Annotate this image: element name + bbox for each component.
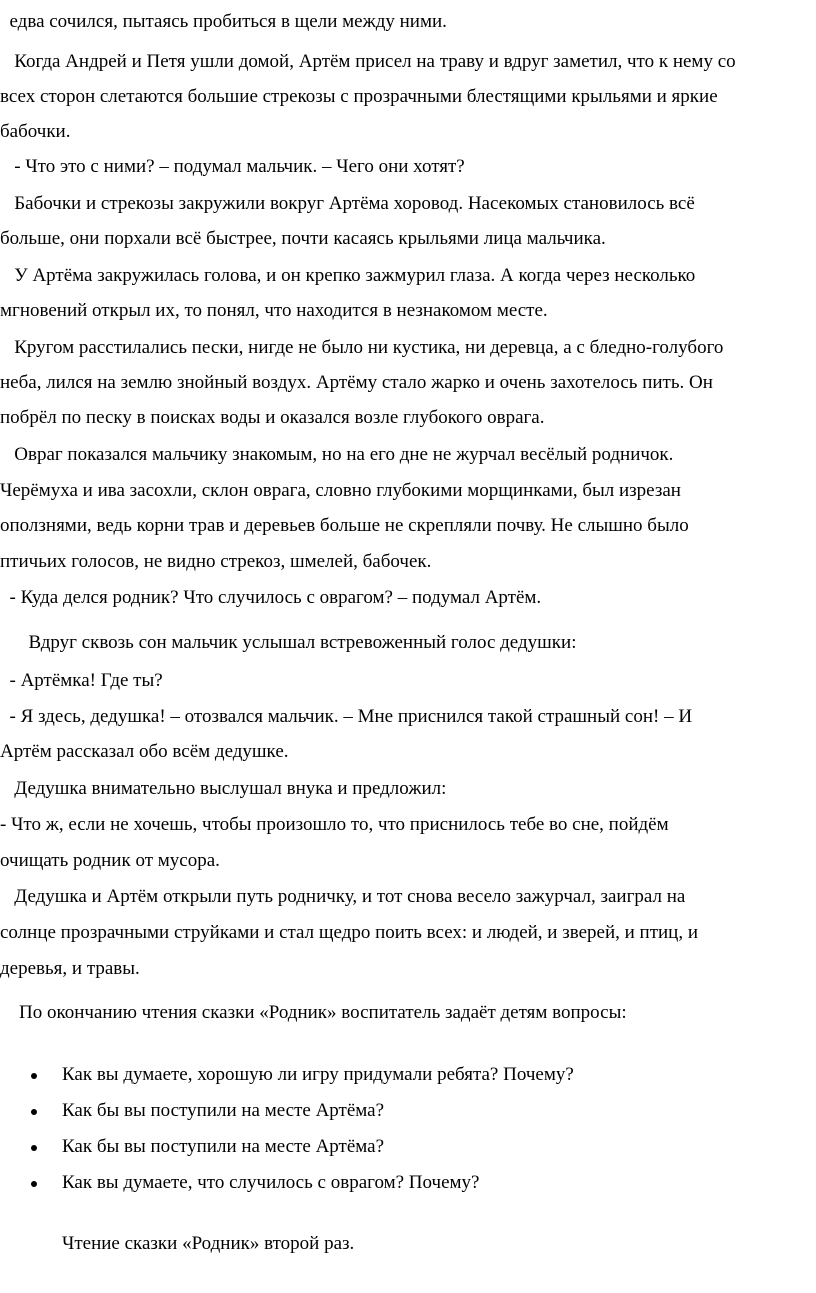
text-line: У Артёма закружилась голова, и он крепко зажмурил глаза. А когда через несколько [0,265,696,286]
text-line: Черёмуха и ива засохли, склон оврага, словно глубокими морщинками, был изрезан [0,480,681,501]
bullet-icon [31,1073,37,1079]
question-text: Как бы вы поступили на месте Артёма? [62,1100,385,1121]
text-line: побрёл по песку в поисках воды и оказался возле глубокого оврага. [0,407,545,428]
closing-line: Чтение сказки «Родник» второй раз. [62,1233,355,1254]
text-line: - Что ж, если не хочешь, чтобы произошло то, что приснилось тебе во сне, пойдём [0,814,669,835]
text-line: - Что это с ними? – подумал мальчик. – Чего они хотят? [0,156,465,177]
text-line: больше, они порхали всё быстрее, почти касаясь крыльями лица мальчика. [0,228,606,249]
text-line: очищать родник от мусора. [0,850,220,871]
text-line: Когда Андрей и Петя ушли домой, Артём присел на траву и вдруг заметил, что к нему со [0,51,736,72]
bullet-icon [31,1109,37,1115]
text-line: мгновений открыл их, то понял, что находится в незнакомом месте. [0,300,548,321]
text-line: Бабочки и стрекозы закружили вокруг Артёма хоровод. Насекомых становилось всё [0,193,695,214]
question-text: Как вы думаете, что случилось с оврагом? Почему? [62,1172,480,1193]
bullet-icon [31,1181,37,1187]
text-line: солнце прозрачными струйками и стал щедро поить всех: и людей, и зверей, и птиц, и [0,922,699,943]
text-line: едва сочился, пытаясь пробиться в щели между ними. [0,11,447,32]
text-line: - Артёмка! Где ты? [0,670,163,691]
text-line: птичьих голосов, не видно стрекоз, шмелей, бабочек. [0,551,432,572]
text-line: Артём рассказал обо всём дедушке. [0,741,289,762]
text-line: Овраг показался мальчику знакомым, но на его дне не журчал весёлый родничок. [0,444,674,465]
text-line: - Куда делся родник? Что случилось с оврагом? – подумал Артём. [0,587,542,608]
text-line: всех сторон слетаются большие стрекозы с прозрачными блестящими крыльями и яркие [0,86,718,107]
text-line: неба, лился на землю знойный воздух. Артёму стало жарко и очень захотелось пить. Он [0,372,713,393]
text-line: Дедушка и Артём открыли путь родничку, и тот снова весело зажурчал, заиграл на [0,886,686,907]
text-line: бабочки. [0,121,71,142]
question-text: Как вы думаете, хорошую ли игру придумали ребята? Почему? [62,1064,574,1085]
text-line: деревья, и травы. [0,958,140,979]
text-line: - Я здесь, дедушка! – отозвался мальчик. – Мне приснился такой страшный сон! – И [0,706,693,727]
text-line: По окончанию чтения сказки «Родник» воспитатель задаёт детям вопросы: [0,1002,627,1023]
question-text: Как бы вы поступили на месте Артёма? [62,1136,385,1157]
bullet-icon [31,1145,37,1151]
text-line: Дедушка внимательно выслушал внука и предложил: [0,778,447,799]
text-line: оползнями, ведь корни трав и деревьев больше не скрепляли почву. Не слышно было [0,515,689,536]
text-line: Кругом расстилались пески, нигде не было ни кустика, ни деревца, а с бледно-голубого [0,337,724,358]
text-line: Вдруг сквозь сон мальчик услышал встревоженный голос дедушки: [0,632,577,653]
